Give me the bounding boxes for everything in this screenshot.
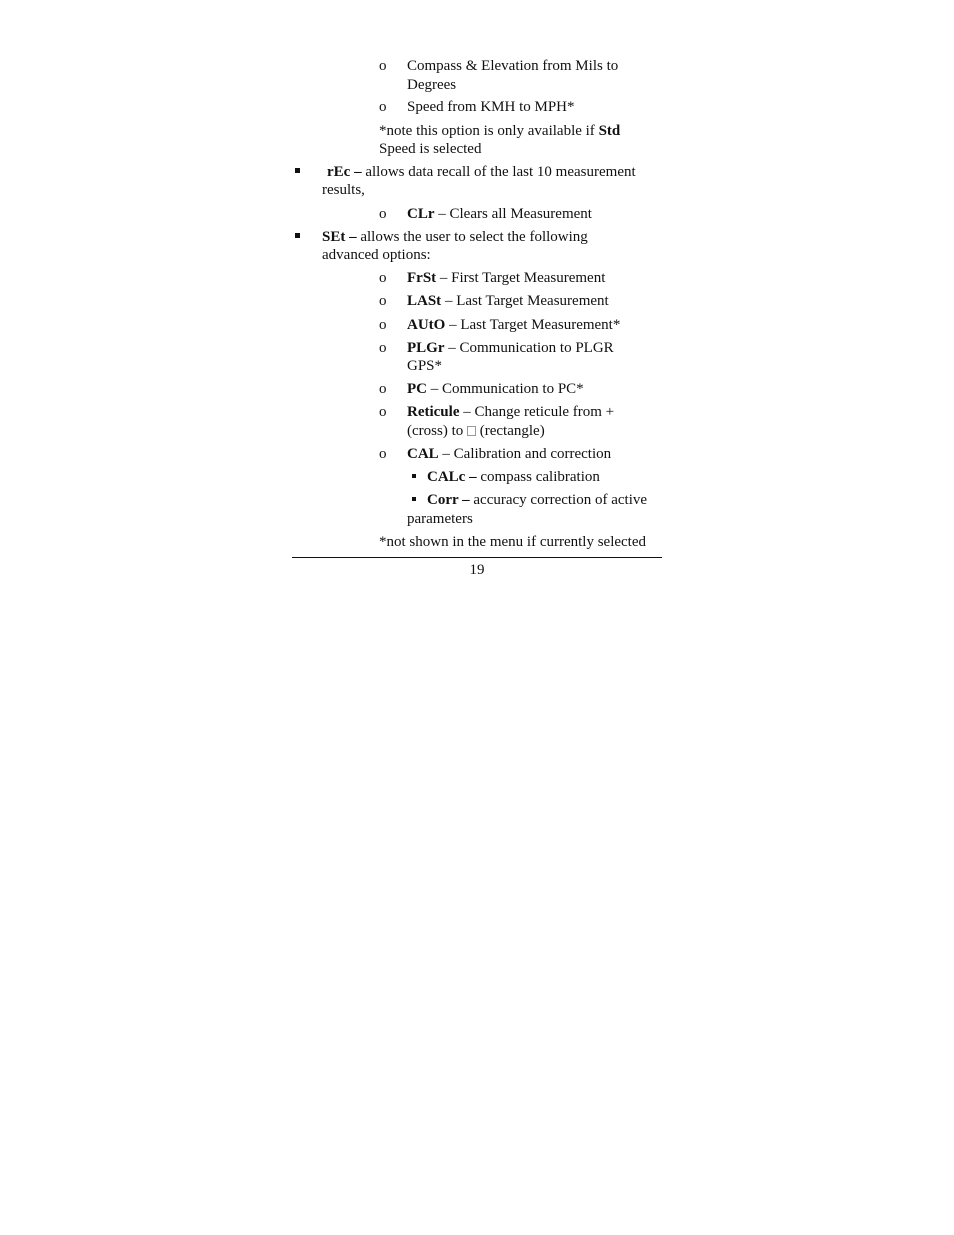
- desc-reticule: – Change reticule from +: [459, 404, 615, 420]
- list-marker: o: [379, 293, 387, 309]
- desc-plgr: – Communication to PLGR: [444, 340, 614, 356]
- reticule-cont-a: (cross) to: [407, 423, 467, 439]
- square-bullet: [412, 474, 416, 478]
- desc-clr: – Clears all Measurement: [434, 206, 592, 222]
- term-cal: CAL: [407, 446, 439, 462]
- list-item-pc: [407, 380, 584, 398]
- term-auto: AUtO: [407, 317, 446, 333]
- term-calc: CALc –: [427, 469, 477, 485]
- list-marker: o: [379, 381, 387, 397]
- desc-pc: – Communication to PC*: [427, 381, 584, 397]
- list-item-corr-cont: parameters: [407, 511, 473, 527]
- note-line-cont: Speed is selected: [379, 141, 482, 157]
- desc-cal: – Calibration and correction: [438, 446, 612, 462]
- list-item-calc: [427, 468, 600, 486]
- note-line: [379, 122, 620, 140]
- note-bold: Std: [598, 123, 621, 139]
- term-rec: rEc –: [327, 164, 362, 180]
- term-pc: PC: [407, 381, 427, 397]
- list-item-mils-cont: Degrees: [407, 77, 457, 93]
- desc-corr: accuracy correction of active: [469, 492, 648, 508]
- list-marker: o: [379, 446, 387, 462]
- term-plgr: PLGr: [407, 340, 445, 356]
- note-text: *note this option is only available if: [379, 123, 599, 139]
- list-item-clr: [407, 205, 592, 223]
- list-item-last: [407, 292, 609, 310]
- list-marker: o: [379, 317, 387, 333]
- desc-auto: – Last Target Measurement*: [445, 317, 621, 333]
- list-item-reticule: [407, 403, 614, 421]
- footer-rule: [292, 557, 662, 558]
- list-marker: o: [379, 99, 387, 115]
- list-marker: o: [379, 206, 387, 222]
- list-marker: o: [379, 270, 387, 286]
- list-marker: o: [379, 58, 387, 74]
- term-set: SEt –: [322, 229, 357, 245]
- square-bullet: [412, 497, 416, 501]
- rectangle-icon: [467, 426, 476, 436]
- square-bullet: [295, 233, 300, 238]
- list-item-rec: [327, 163, 636, 181]
- term-clr: CLr: [407, 206, 435, 222]
- page-number: 19: [469, 562, 485, 578]
- list-item-mils: Compass & Elevation from Mils to: [407, 58, 619, 74]
- list-item-corr: [427, 491, 647, 509]
- list-item-auto: [407, 316, 620, 334]
- list-item-rec-cont: results,: [322, 182, 365, 198]
- list-item-frst: [407, 269, 605, 287]
- list-item-cal: [407, 445, 611, 463]
- list-item-set: [322, 228, 588, 246]
- desc-set: allows the user to select the following: [356, 229, 588, 245]
- term-last: LASt: [407, 293, 442, 309]
- desc-frst: – First Target Measurement: [436, 270, 606, 286]
- desc-rec: allows data recall of the last 10 measurement: [361, 164, 636, 180]
- square-bullet: [295, 168, 300, 173]
- list-item-plgr-cont: GPS*: [407, 358, 443, 374]
- list-marker: o: [379, 404, 387, 420]
- list-item-set-cont: advanced options:: [322, 247, 431, 263]
- desc-calc: compass calibration: [476, 469, 600, 485]
- reticule-cont-b: (rectangle): [476, 423, 545, 439]
- term-reticule: Reticule: [407, 404, 460, 420]
- list-marker: o: [379, 340, 387, 356]
- term-corr: Corr –: [427, 492, 470, 508]
- term-frst: FrSt: [407, 270, 437, 286]
- list-item-plgr: [407, 339, 614, 357]
- footnote: *not shown in the menu if currently selected: [379, 534, 647, 550]
- list-item-kmh: Speed from KMH to MPH*: [407, 99, 575, 115]
- desc-last: – Last Target Measurement: [441, 293, 609, 309]
- list-item-reticule-cont: [407, 422, 545, 440]
